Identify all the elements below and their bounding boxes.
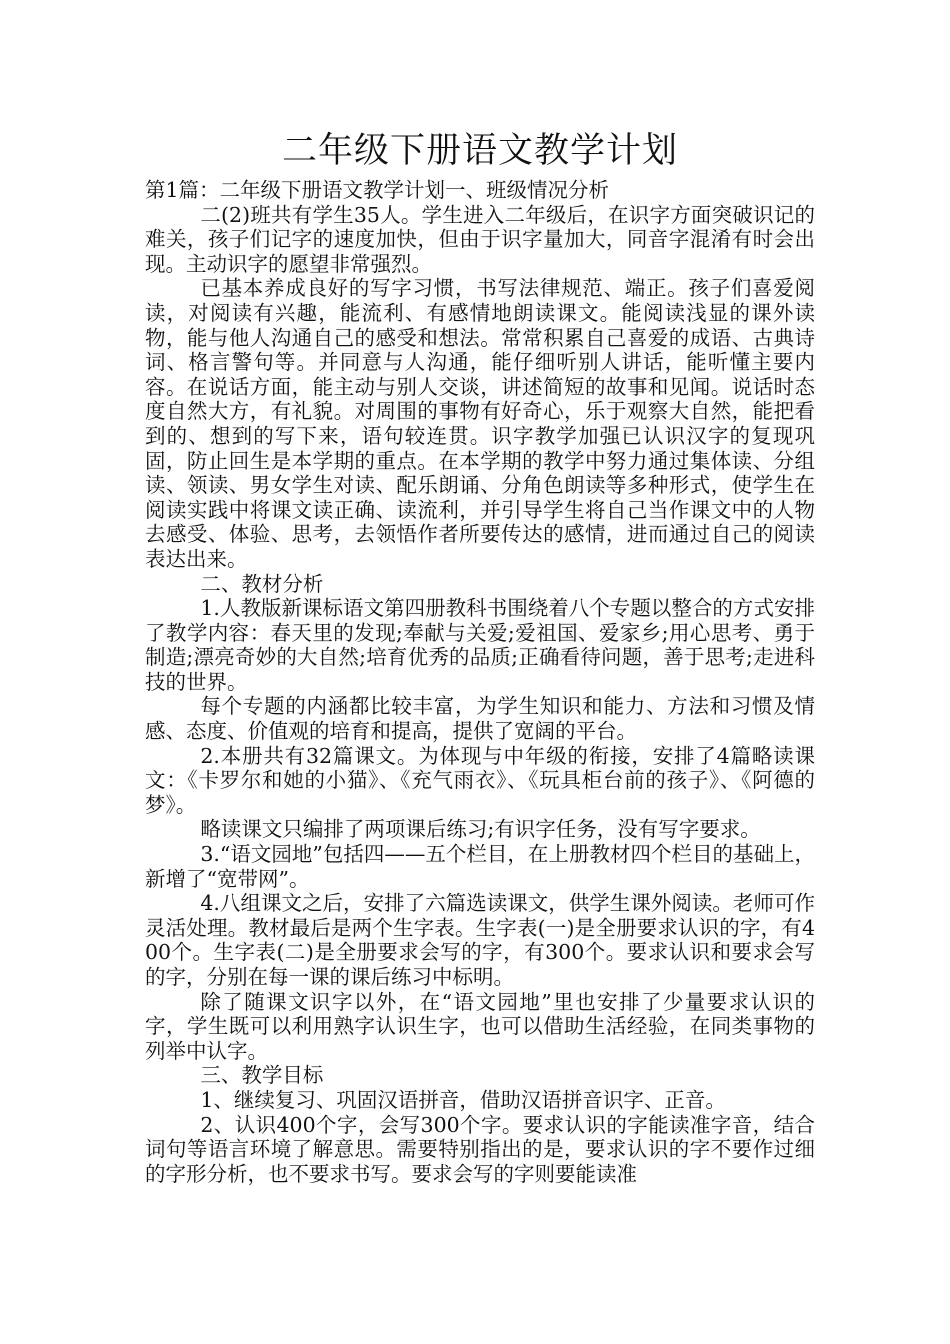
body-paragraph: 三、教学目标 xyxy=(200,1063,324,1088)
body-paragraph: 每个专题的内涵都比较丰富，为学生知识和能力、方法和习惯及情感、态度、价值观的培育和提高，提供了宽阔的平台。 xyxy=(145,694,815,744)
body-paragraph: 2、认识400个字，会写300个字。要求认识的字能读准字音，结合词句等语言环境了解意思。需要特别指出的是，要求认识的字不要作过细的字形分析，也不要求书写。要求会写的字则要能读准 xyxy=(145,1112,815,1186)
body-paragraph: 1.人教版新课标语文第四册教科书围绕着八个专题以整合的方式安排了教学内容：春天里的发现;奉献与关爱;爱祖国、爱家乡;用心思考、勇于制造;漂亮奇妙的大自然;培育优秀的品质;正确看待问题，善于思考;走进科技的世界。 xyxy=(145,596,815,694)
document-body xyxy=(145,178,815,1186)
body-paragraph: 略读课文只编排了两项课后练习;有识字任务，没有写字要求。 xyxy=(200,817,761,842)
body-paragraph: 1、继续复习、巩固汉语拼音，借助汉语拼音识字、正音。 xyxy=(200,1087,726,1112)
body-paragraph: 4.八组课文之后，安排了六篇选读课文，供学生课外阅读。老师可作灵活处理。教材最后是两个生字表。生字表(一)是全册要求认识的字，有400个。生字表(二)是全册要求会写的字，有300个。要求认识和要求会写的字，分别在每一课的课后练习中标明。 xyxy=(145,891,815,989)
document-title: 二年级下册语文教学计划 xyxy=(281,131,678,171)
document-page xyxy=(145,128,815,1186)
body-paragraph: 3.“语文园地”包括四——五个栏目，在上册教材四个栏目的基础上，新增了“宽带网”。 xyxy=(145,842,815,891)
body-paragraph: 除了随课文识字以外，在“语文园地”里也安排了少量要求认识的字，学生既可以利用熟字认识生字，也可以借助生活经验，在同类事物的列举中认字。 xyxy=(145,989,815,1063)
body-paragraph: 已基本养成良好的写字习惯，书写法律规范、端正。孩子们喜爱阅读，对阅读有兴趣，能流利、有感情地朗读课文。能阅读浅显的课外读物，能与他人沟通自己的感受和想法。常常积累自己喜爱的成语、古典诗词、格言警句等。并同意与人沟通，能仔细听别人讲话，能听懂主要内容。在说话方面，能主动与别人交谈，讲述简短的故事和见闻。说话时态度自然大方，有礼貌。对周围的事物有好奇心，乐于观察大自然，能把看到的、想到的写下来，语句较连贯。识字教学加强已认识汉字的复现巩固，防止回生是本学期的重点。在本学期的教学中努力通过集体读、分组读、领读、男女学生对读、配乐朗诵、分角色朗读等多种形式，使学生在阅读实践中将课文读正确、读流利，并引导学生将自己当作课文中的人物去感受、体验、思考，去领悟作者所要传达的感情，进而通过自己的阅读表达出来。 xyxy=(145,276,815,571)
body-paragraph: 二(2)班共有学生35人。学生进入二年级后，在识字方面突破识记的难关，孩子们记字的速度加快，但由于识字量加大，同音字混淆有时会出现。主动识字的愿望非常强烈。 xyxy=(145,202,815,276)
body-paragraph: 二、教材分析 xyxy=(200,571,324,596)
section-heading-paragraph: 第1篇：二年级下册语文教学计划一、班级情况分析 xyxy=(145,178,610,202)
body-paragraph: 2.本册共有32篇课文。为体现与中年级的衔接，安排了4篇略读课文：《卡罗尔和她的小猫》、《充气雨衣》、《玩具柜台前的孩子》、《阿德的梦》。 xyxy=(145,743,815,817)
